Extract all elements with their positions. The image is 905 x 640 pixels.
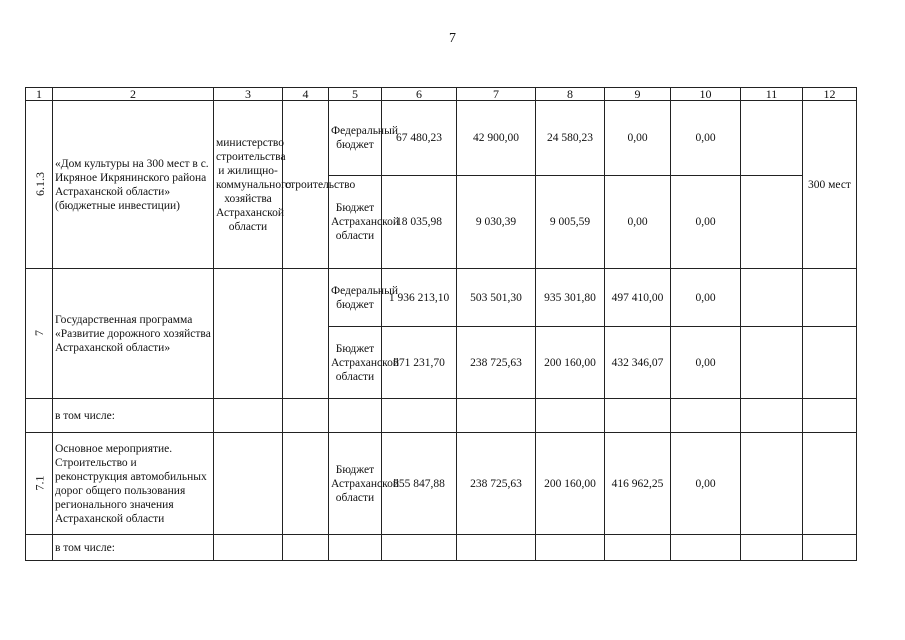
empty-cell <box>605 535 671 561</box>
empty-cell <box>741 535 803 561</box>
column-header: 2 <box>53 88 214 101</box>
value-col10: 0,00 <box>671 176 741 269</box>
empty-cell <box>741 433 803 535</box>
row-number-cell <box>26 433 53 535</box>
value-col6: 871 231,70 <box>382 327 457 399</box>
empty-cell <box>214 269 283 399</box>
value-col8: 24 580,23 <box>536 101 605 176</box>
value-col8: 935 301,80 <box>536 269 605 327</box>
empty-cell <box>803 327 857 399</box>
value-col6: 67 480,23 <box>382 101 457 176</box>
value-col9: 0,00 <box>605 101 671 176</box>
row-number: 6.1.3 <box>33 172 47 196</box>
value-col6: 855 847,88 <box>382 433 457 535</box>
value-col9: 497 410,00 <box>605 269 671 327</box>
empty-cell <box>214 433 283 535</box>
column-header: 10 <box>671 88 741 101</box>
empty-cell <box>741 269 803 327</box>
empty-cell <box>382 399 457 433</box>
column-header: 4 <box>283 88 329 101</box>
executor-cell: министерство строительства и жилищно-коммунального хозяйства Астраханской области <box>214 101 283 269</box>
page-number: 7 <box>449 31 456 46</box>
empty-cell <box>741 327 803 399</box>
funding-source: Бюджет Астраханской области <box>329 327 382 399</box>
table-row <box>26 535 857 561</box>
empty-cell <box>803 269 857 327</box>
funding-source: Федеральный бюджет <box>329 101 382 176</box>
column-header: 1 <box>26 88 53 101</box>
column-header: 8 <box>536 88 605 101</box>
value-col10: 0,00 <box>671 269 741 327</box>
empty-cell <box>803 433 857 535</box>
empty-cell <box>457 535 536 561</box>
row-number-cell <box>26 269 53 399</box>
column-header: 6 <box>382 88 457 101</box>
type-cell: строительство <box>283 101 329 269</box>
column-header: 3 <box>214 88 283 101</box>
empty-cell <box>671 535 741 561</box>
value-col7: 9 030,39 <box>457 176 536 269</box>
value-col9: 432 346,07 <box>605 327 671 399</box>
empty-cell <box>214 399 283 433</box>
empty-cell <box>283 269 329 399</box>
row-number-cell <box>26 101 53 269</box>
empty-cell <box>741 399 803 433</box>
program-name: Основное мероприятие. Строительство и реконструкция автомобильных дорог общего пользования регионального значения Астраханской области <box>53 433 214 535</box>
value-col7: 503 501,30 <box>457 269 536 327</box>
empty-cell <box>741 101 803 176</box>
empty-cell <box>329 535 382 561</box>
empty-cell <box>803 399 857 433</box>
value-col8: 9 005,59 <box>536 176 605 269</box>
value-col10: 0,00 <box>671 327 741 399</box>
funding-source: Федеральный бюджет <box>329 269 382 327</box>
column-header: 7 <box>457 88 536 101</box>
table-row <box>26 269 857 327</box>
including-label: в том числе: <box>53 535 214 561</box>
empty-cell <box>283 535 329 561</box>
value-col8: 200 160,00 <box>536 327 605 399</box>
empty-cell <box>214 535 283 561</box>
row-number: 7.1 <box>32 475 46 491</box>
value-col8: 200 160,00 <box>536 433 605 535</box>
empty-cell <box>741 176 803 269</box>
empty-cell <box>803 535 857 561</box>
value-col7: 42 900,00 <box>457 101 536 176</box>
empty-cell <box>26 535 53 561</box>
table-row <box>26 101 857 176</box>
empty-cell <box>283 399 329 433</box>
value-col6: 1 936 213,10 <box>382 269 457 327</box>
budget-table <box>25 87 857 561</box>
program-name: Государственная программа «Развитие дорожного хозяйства Астраханской области» <box>53 269 214 399</box>
empty-cell <box>283 433 329 535</box>
table-row <box>26 433 857 535</box>
column-header: 5 <box>329 88 382 101</box>
table-row <box>26 399 857 433</box>
funding-source: Бюджет Астраханской области <box>329 176 382 269</box>
empty-cell <box>671 399 741 433</box>
column-header: 12 <box>803 88 857 101</box>
empty-cell <box>457 399 536 433</box>
column-header: 9 <box>605 88 671 101</box>
value-col9: 0,00 <box>605 176 671 269</box>
empty-cell <box>26 399 53 433</box>
value-col10: 0,00 <box>671 433 741 535</box>
value-col6: 18 035,98 <box>382 176 457 269</box>
empty-cell <box>605 399 671 433</box>
including-label: в том числе: <box>53 399 214 433</box>
result-cell: 300 мест <box>803 101 857 269</box>
program-name: «Дом культуры на 300 мест в с. Икряное Икрянинского района Астраханской области» (бюджетные инвестиции) <box>53 101 214 269</box>
value-col9: 416 962,25 <box>605 433 671 535</box>
empty-cell <box>382 535 457 561</box>
empty-cell <box>536 535 605 561</box>
empty-cell <box>536 399 605 433</box>
row-number: 7 <box>32 330 46 336</box>
column-header: 11 <box>741 88 803 101</box>
empty-cell <box>329 399 382 433</box>
value-col7: 238 725,63 <box>457 327 536 399</box>
value-col10: 0,00 <box>671 101 741 176</box>
column-number-row <box>26 88 857 101</box>
value-col7: 238 725,63 <box>457 433 536 535</box>
funding-source: Бюджет Астраханской области <box>329 433 382 535</box>
